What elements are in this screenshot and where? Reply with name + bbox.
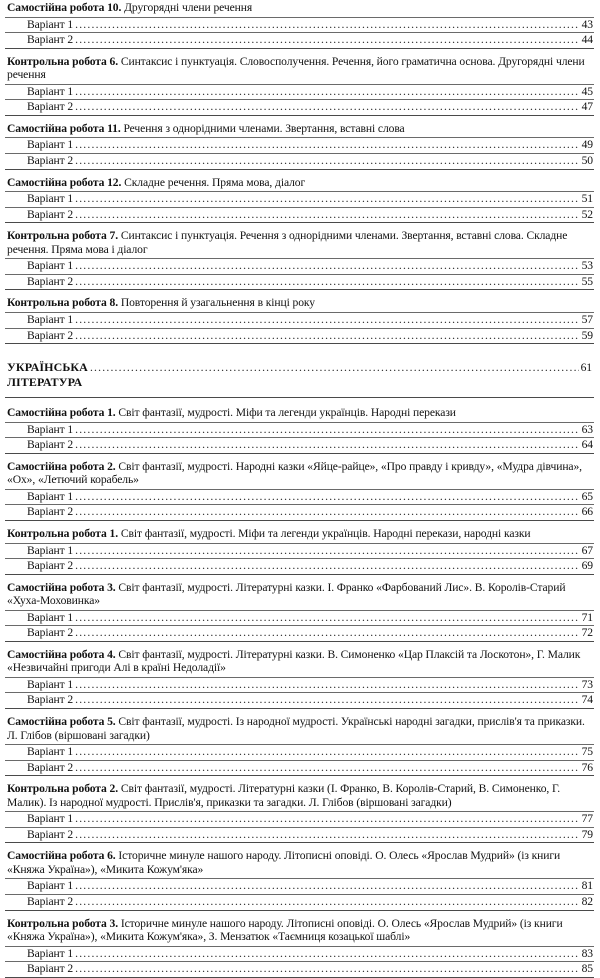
variant-name: Варіант 2 [27, 438, 74, 452]
dot-leader [75, 895, 579, 910]
dot-leader [75, 423, 579, 438]
dot-leader [75, 490, 579, 505]
variant-name: Варіант 1 [27, 138, 74, 152]
variant-name: Варіант 1 [27, 489, 74, 503]
entry-heading [5, 849, 594, 878]
variant-name: Варіант 2 [27, 760, 74, 774]
entry-topic: Історичне минуле нашого народу. Літописні оповіді. О. Олесь «Ярослав Мудрий» (із книги «Княжа Україна»), «Микита Кожум'яка», З. Мензатюк «Таємниця козацької шаблі» [7, 916, 563, 944]
entry-heading [5, 406, 594, 422]
entry-heading [5, 917, 594, 946]
dot-leader [75, 879, 579, 894]
section-heading[interactable] [5, 354, 594, 398]
entry-heading [5, 581, 594, 610]
entry-label: Самостійна робота 4. [7, 647, 116, 661]
section-title: УКРАЇНСЬКА ЛІТЕРАТУРА [7, 360, 88, 390]
dot-leader [75, 693, 579, 708]
dot-leader [75, 85, 579, 100]
variant-name: Варіант 1 [27, 745, 74, 759]
page-number: 73 [581, 677, 593, 691]
variant-name: Варіант 2 [27, 895, 74, 909]
entry-heading [5, 122, 594, 138]
variant-row[interactable] [5, 312, 594, 328]
variant-name: Варіант 1 [27, 543, 74, 557]
entry-heading [5, 176, 594, 192]
variant-row[interactable] [5, 677, 594, 693]
toc-entry [5, 1, 594, 49]
dot-leader [75, 329, 579, 344]
entry-topic: Світ фантазії, мудрості. Міфи та легенди українців. Народні перекази, народні казки [120, 527, 531, 540]
variant-name: Варіант 2 [27, 100, 74, 114]
entry-topic: Синтаксис і пунктуація. Речення з однорідними членами. Звертання, вставні слова. Складне речення. Пряма мова і діалог [7, 229, 568, 256]
variant-name: Варіант 1 [27, 677, 74, 691]
toc-entry [5, 55, 594, 116]
page-number: 69 [581, 559, 593, 573]
entry-heading [5, 55, 594, 84]
dot-leader [75, 947, 579, 962]
variant-name: Варіант 2 [27, 328, 74, 342]
dot-leader [75, 544, 579, 559]
variant-row[interactable] [5, 504, 594, 520]
toc-entry [5, 917, 594, 978]
variant-row[interactable] [5, 32, 594, 48]
variant-row[interactable] [5, 543, 594, 559]
entry-topic: Світ фантазії, мудрості. Народні казки «Яйце-райце», «Про правду і кривду», «Мудра дівчина», «Ох», «Летючий корабель» [7, 459, 582, 487]
entry-heading [5, 296, 594, 312]
variant-row[interactable] [5, 610, 594, 626]
variant-row[interactable] [5, 744, 594, 760]
toc-entry [5, 648, 594, 709]
variant-name: Варіант 2 [27, 827, 74, 841]
variant-name: Варіант 1 [27, 812, 74, 826]
variant-name: Варіант 1 [27, 312, 74, 326]
variant-row[interactable] [5, 894, 594, 910]
variant-row[interactable] [5, 811, 594, 827]
page-number: 82 [581, 895, 593, 909]
entry-label: Самостійна робота 2. [7, 459, 116, 473]
page-number: 71 [581, 610, 593, 624]
dot-leader [75, 962, 579, 977]
language-entries [5, 1, 594, 344]
page-number: 47 [581, 100, 593, 114]
entry-label: Контрольна робота 6. [7, 54, 119, 68]
variant-row[interactable] [5, 99, 594, 115]
variant-name: Варіант 1 [27, 422, 74, 436]
entry-topic: Другорядні члени речення [124, 1, 253, 14]
variant-name: Варіант 2 [27, 962, 74, 976]
variant-row[interactable] [5, 274, 594, 290]
entry-heading [5, 1, 594, 17]
entry-topic: Світ фантазії, мудрості. Літературні казки. І. Франко «Фарбований Лис». В. Королів-Старий «Хуха-Моховинка» [7, 580, 566, 608]
page-number: 55 [581, 274, 593, 288]
variant-row[interactable] [5, 84, 594, 100]
page-number: 45 [581, 84, 593, 98]
page-number: 50 [581, 153, 593, 167]
dot-leader [90, 360, 579, 375]
entry-heading [5, 460, 594, 489]
dot-leader [75, 812, 579, 827]
dot-leader [75, 678, 579, 693]
entry-topic: Синтаксис і пунктуація. Словосполучення. Речення, його граматична основа. Другорядні члени речення [7, 54, 585, 82]
variant-row[interactable] [5, 558, 594, 574]
dot-leader [75, 611, 579, 626]
variant-name: Варіант 1 [27, 259, 74, 273]
toc-entry [5, 229, 594, 290]
entry-heading [5, 782, 594, 811]
entry-topic: Історичне минуле нашого народу. Літописні оповіді. О. Олесь «Ярослав Мудрий» (із книги «Княжа Україна»), «Микита Кожум'яка» [7, 849, 561, 876]
dot-leader [75, 208, 579, 223]
page-number: 67 [581, 543, 593, 557]
toc-entry [5, 715, 594, 776]
entry-heading [5, 229, 594, 258]
dot-leader [75, 438, 579, 453]
page-number: 64 [581, 438, 593, 452]
entry-label: Самостійна робота 6. [7, 849, 116, 863]
page-number: 81 [581, 879, 593, 893]
variant-name: Варіант 1 [27, 946, 74, 960]
entry-topic: Світ фантазії, мудрості. Літературні казки. В. Симоненко «Цар Плаксій та Лоскотон», Г. Малик «Незвичайні пригоди Алі в країні Недоладії» [7, 647, 581, 675]
page-number: 76 [581, 760, 593, 774]
dot-leader [75, 154, 579, 169]
variant-row[interactable] [5, 258, 594, 274]
variant-row[interactable] [5, 207, 594, 223]
variant-row[interactable] [5, 946, 594, 962]
page-number: 63 [581, 422, 593, 436]
entry-topic: Повторення й узагальнення в кінці року [120, 296, 315, 310]
entry-label: Контрольна робота 1. [7, 527, 119, 540]
toc-entry [5, 406, 594, 454]
page-number: 53 [581, 259, 593, 273]
variant-row[interactable] [5, 961, 594, 977]
variant-row[interactable] [5, 328, 594, 344]
page-number: 52 [581, 207, 593, 221]
page-number: 74 [581, 693, 593, 707]
page-number: 49 [581, 138, 593, 152]
variant-row[interactable] [5, 760, 594, 776]
dot-leader [75, 138, 579, 153]
variant-row[interactable] [5, 191, 594, 207]
page-number: 66 [581, 505, 593, 519]
page-number: 83 [581, 946, 593, 960]
section-page-number: 61 [580, 361, 592, 375]
entry-label: Самостійна робота 3. [7, 580, 116, 594]
variant-row[interactable] [5, 153, 594, 169]
page-number: 65 [581, 489, 593, 503]
entry-label: Самостійна робота 11. [7, 121, 121, 135]
variant-row[interactable] [5, 692, 594, 708]
dot-leader [75, 192, 579, 207]
entry-topic: Світ фантазії, мудрості. Міфи та легенди українців. Народні перекази [118, 406, 456, 420]
toc-entry [5, 782, 594, 843]
variant-row[interactable] [5, 625, 594, 641]
page-number: 72 [581, 626, 593, 640]
page-number: 79 [581, 827, 593, 841]
variant-name: Варіант 1 [27, 192, 74, 206]
dot-leader [75, 626, 579, 641]
page-number: 51 [581, 192, 593, 206]
toc-entry [5, 849, 594, 910]
entry-topic: Світ фантазії, мудрості. Із народної мудрості. Українські народні загадки, прислів'я та приказки. Л. Глібов (віршовані загадки) [7, 715, 585, 742]
variant-name: Варіант 1 [27, 610, 74, 624]
entry-label: Самостійна робота 1. [7, 406, 116, 420]
entry-topic: Складне речення. Пряма мова, діалог [124, 175, 306, 189]
variant-name: Варіант 1 [27, 84, 74, 98]
variant-row[interactable] [5, 827, 594, 843]
entry-topic: Світ фантазії, мудрості. Літературні казки (І. Франко, В. Королів-Старий, В. Симоненко, Г. Малик). Із народної мудрості. Прислів'я, приказки та загадки. Л. Глібов (віршовані загадки) [7, 782, 561, 809]
entry-heading [5, 527, 594, 543]
entry-label: Самостійна робота 10. [7, 1, 122, 14]
variant-name: Варіант 2 [27, 207, 74, 221]
dot-leader [75, 761, 579, 776]
variant-name: Варіант 2 [27, 274, 74, 288]
dot-leader [75, 559, 579, 574]
toc-entry [5, 527, 594, 575]
variant-row[interactable] [5, 878, 594, 894]
entry-label: Контрольна робота 8. [7, 296, 119, 310]
table-of-contents-page [0, 1, 600, 976]
variant-name: Варіант 2 [27, 153, 74, 167]
dot-leader [75, 18, 579, 33]
dot-leader [75, 100, 579, 115]
page-number: 59 [581, 328, 593, 342]
variant-name: Варіант 2 [27, 693, 74, 707]
dot-leader [75, 275, 579, 290]
entry-label: Контрольна робота 2. [7, 782, 119, 796]
entry-heading [5, 715, 594, 744]
entry-heading [5, 648, 594, 677]
variant-name: Варіант 2 [27, 33, 74, 47]
variant-name: Варіант 1 [27, 17, 74, 31]
toc-entry [5, 122, 594, 170]
page-number: 75 [581, 745, 593, 759]
dot-leader [75, 33, 579, 48]
toc-entry [5, 581, 594, 642]
dot-leader [75, 313, 579, 328]
variant-row[interactable] [5, 437, 594, 453]
variant-row[interactable] [5, 137, 594, 153]
literature-entries [5, 406, 594, 978]
toc-entry [5, 460, 594, 521]
toc-entry [5, 176, 594, 224]
page-number: 77 [581, 812, 593, 826]
variant-row[interactable] [5, 17, 594, 33]
entry-label: Самостійна робота 12. [7, 175, 122, 189]
variant-name: Варіант 2 [27, 626, 74, 640]
page-number: 57 [581, 312, 593, 326]
dot-leader [75, 505, 579, 520]
variant-name: Варіант 2 [27, 505, 74, 519]
entry-label: Самостійна робота 5. [7, 715, 116, 729]
toc-entry [5, 296, 594, 344]
page-number: 85 [581, 962, 593, 976]
page-number: 44 [581, 33, 593, 47]
page-number: 43 [581, 17, 593, 31]
dot-leader [75, 745, 579, 760]
entry-label: Контрольна робота 7. [7, 229, 119, 243]
dot-leader [75, 259, 579, 274]
variant-row[interactable] [5, 422, 594, 438]
variant-name: Варіант 1 [27, 879, 74, 893]
variant-row[interactable] [5, 489, 594, 505]
variant-name: Варіант 2 [27, 559, 74, 573]
entry-label: Контрольна робота 3. [7, 916, 119, 930]
dot-leader [75, 828, 579, 843]
entry-topic: Речення з однорідними членами. Звертання, вставні слова [123, 121, 405, 135]
